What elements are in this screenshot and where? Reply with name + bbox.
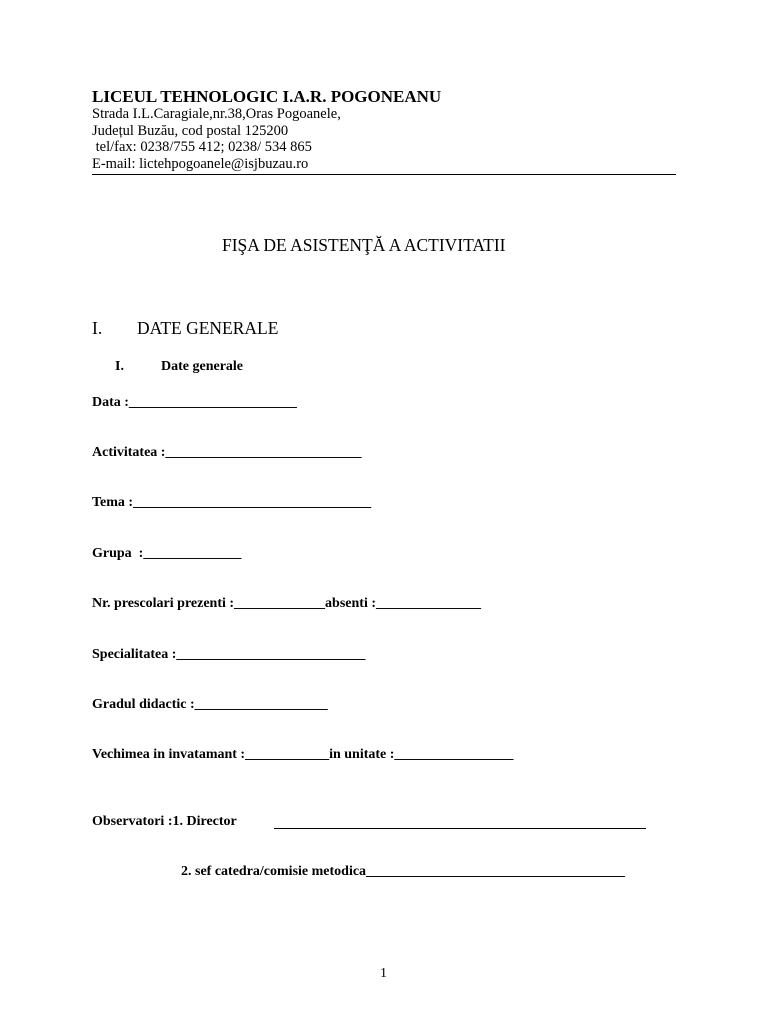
section-number: I. [92, 318, 103, 338]
school-email: E-mail: lictehpogoanele@isjbuzau.ro [92, 156, 309, 172]
field-gradul-didactic: Gradul didactic :___________________ [92, 697, 328, 712]
school-address: Strada I.L.Caragiale,nr.38,Oras Pogoanele, [92, 106, 341, 122]
field-activitatea: Activitatea :____________________________ [92, 445, 362, 460]
field-specialitatea: Specialitatea :___________________________ [92, 647, 366, 662]
school-name: LICEUL TEHNOLOGIC I.A.R. POGONEANU [92, 87, 442, 106]
field-observatori-sef-catedra: 2. sef catedra/comisie metodica_____________________________________ [181, 864, 626, 879]
field-grupa: Grupa :______________ [92, 546, 242, 561]
school-county: Județul Buzău, cod postal 125200 [92, 123, 289, 139]
field-data: Data :________________________ [92, 395, 297, 410]
field-nr-prescolari: Nr. prescolari prezenti :_____________absenti :_______________ [92, 596, 481, 611]
section-title: DATE GENERALE [137, 318, 279, 338]
document-title: FIŞA DE ASISTENŢĂ A ACTIVITATII [222, 235, 506, 255]
field-tema: Tema :__________________________________ [92, 495, 372, 510]
page-number: 1 [380, 966, 387, 981]
subsection-title: Date generale [161, 359, 244, 374]
observatori-director-line [274, 828, 646, 829]
field-observatori-director: Observatori :1. Director [92, 814, 237, 829]
header-divider [92, 174, 676, 175]
school-phone: tel/fax: 0238/755 412; 0238/ 534 865 [92, 139, 312, 155]
subsection-number: I. [115, 359, 124, 374]
field-vechimea: Vechimea in invatamant :____________in unitate :_________________ [92, 747, 514, 762]
